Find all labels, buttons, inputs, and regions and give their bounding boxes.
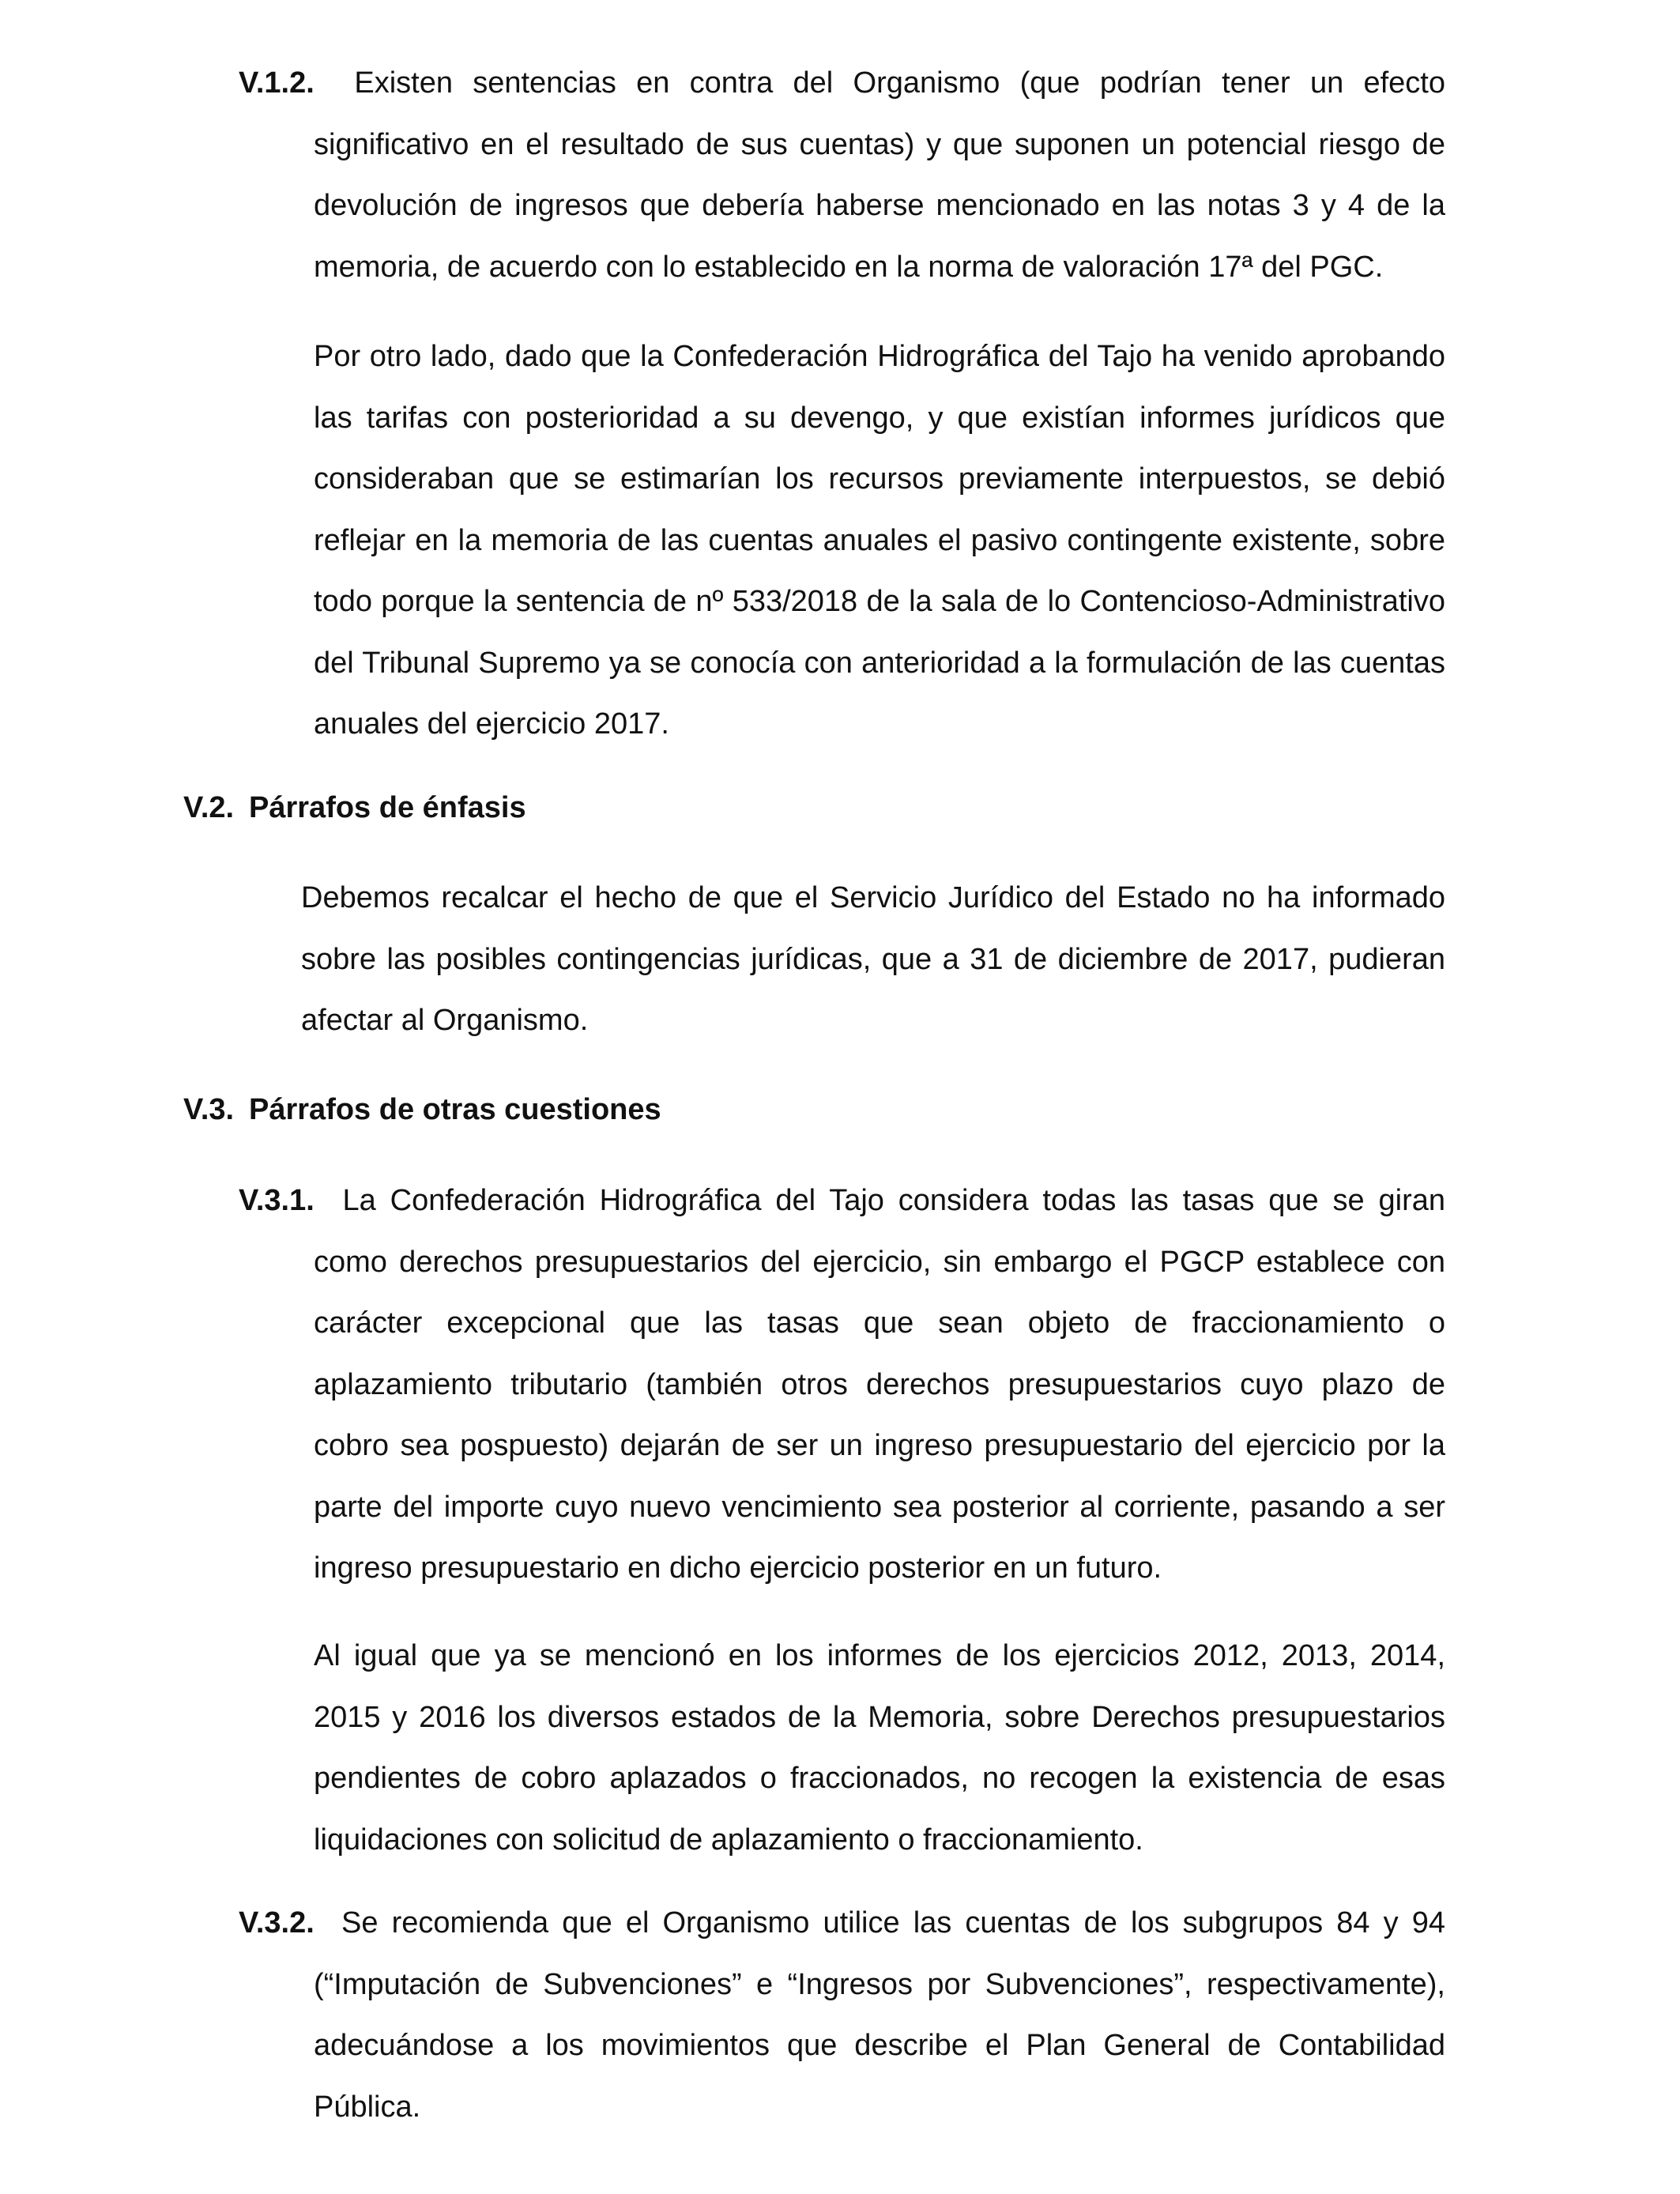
section-v32-label: V.3.2. xyxy=(239,1906,315,1940)
section-v12-paragraph-1 xyxy=(239,53,1445,298)
section-v2-paragraph xyxy=(301,868,1445,1052)
section-v12-text-2: Por otro lado, dado que la Confederación Hidrográfica del Tajo ha venido aprobando las tarifas con posterioridad a su devengo, y que existían informes jurídicos que consideraban que se estimarían los recursos previamente interpuestos, se debió reflejar en la memoria de las cuentas anuales el pasivo contingente existente, sobre todo porque la sentencia de nº 533/2018 de la sala de lo Contencioso-Administrativo del Tribunal Supremo ya se conocía con anterioridad a la formulación de las cuentas anuales del ejercicio 2017. xyxy=(314,340,1445,741)
section-v32-text-1: Se recomienda que el Organismo utilice las cuentas de los subgrupos 84 y 94 (“Imputación de Subvenciones” e “Ingresos por Subvenciones”, respectivamente), adecuándose a los movimientos que describe el Plan General de Contabilidad Pública. xyxy=(314,1906,1445,2124)
section-v32-paragraph-1 xyxy=(239,1893,1445,2138)
section-v3-number: V.3. xyxy=(183,1093,235,1126)
section-v2-title: Párrafos de énfasis xyxy=(249,791,526,824)
section-v2-number: V.2. xyxy=(183,791,235,824)
section-v12-text-1: Existen sentencias en contra del Organismo (que podrían tener un efecto significativo en el resultado de sus cuentas) y que suponen un potencial riesgo de devolución de ingresos que debería haberse mencionado en las notas 3 y 4 de la memoria, de acuerdo con lo establecido en la norma de valoración 17ª del PGC. xyxy=(314,66,1445,284)
section-v12-label: V.1.2. xyxy=(239,66,315,100)
section-v31-text-1: La Confederación Hidrográfica del Tajo considera todas las tasas que se giran como derechos presupuestarios del ejercicio, sin embargo el PGCP establece con carácter excepcional que las tasas que sean objeto de fraccionamiento o aplazamiento tributario (también otros derechos presupuestarios cuyo plazo de cobro sea pospuesto) dejarán de ser un ingreso presupuestario del ejercicio por la parte del importe cuyo nuevo vencimiento sea posterior al corriente, pasando a ser ingreso presupuestario en dicho ejercicio posterior en un futuro. xyxy=(314,1184,1445,1585)
section-v31-paragraph-2 xyxy=(314,1626,1445,1871)
section-v12-paragraph-2 xyxy=(314,326,1445,756)
section-v31-text-2: Al igual que ya se mencionó en los informes de los ejercicios 2012, 2013, 2014, 2015 y 2016 los diversos estados de la Memoria, sobre Derechos presupuestarios pendientes de cobro aplazados o fraccionados, no recogen la existencia de esas liquidaciones con solicitud de aplazamiento o fraccionamiento. xyxy=(314,1639,1445,1857)
section-v31-paragraph-1 xyxy=(239,1171,1445,1600)
section-v31-label: V.3.1. xyxy=(239,1184,315,1217)
section-v3-title: Párrafos de otras cuestiones xyxy=(249,1093,661,1126)
section-v2-heading xyxy=(183,778,526,839)
section-v2-text: Debemos recalcar el hecho de que el Servicio Jurídico del Estado no ha informado sobre las posibles contingencias jurídicas, que a 31 de diciembre de 2017, pudieran afectar al Organismo. xyxy=(301,881,1445,1037)
section-v3-heading xyxy=(183,1080,661,1141)
